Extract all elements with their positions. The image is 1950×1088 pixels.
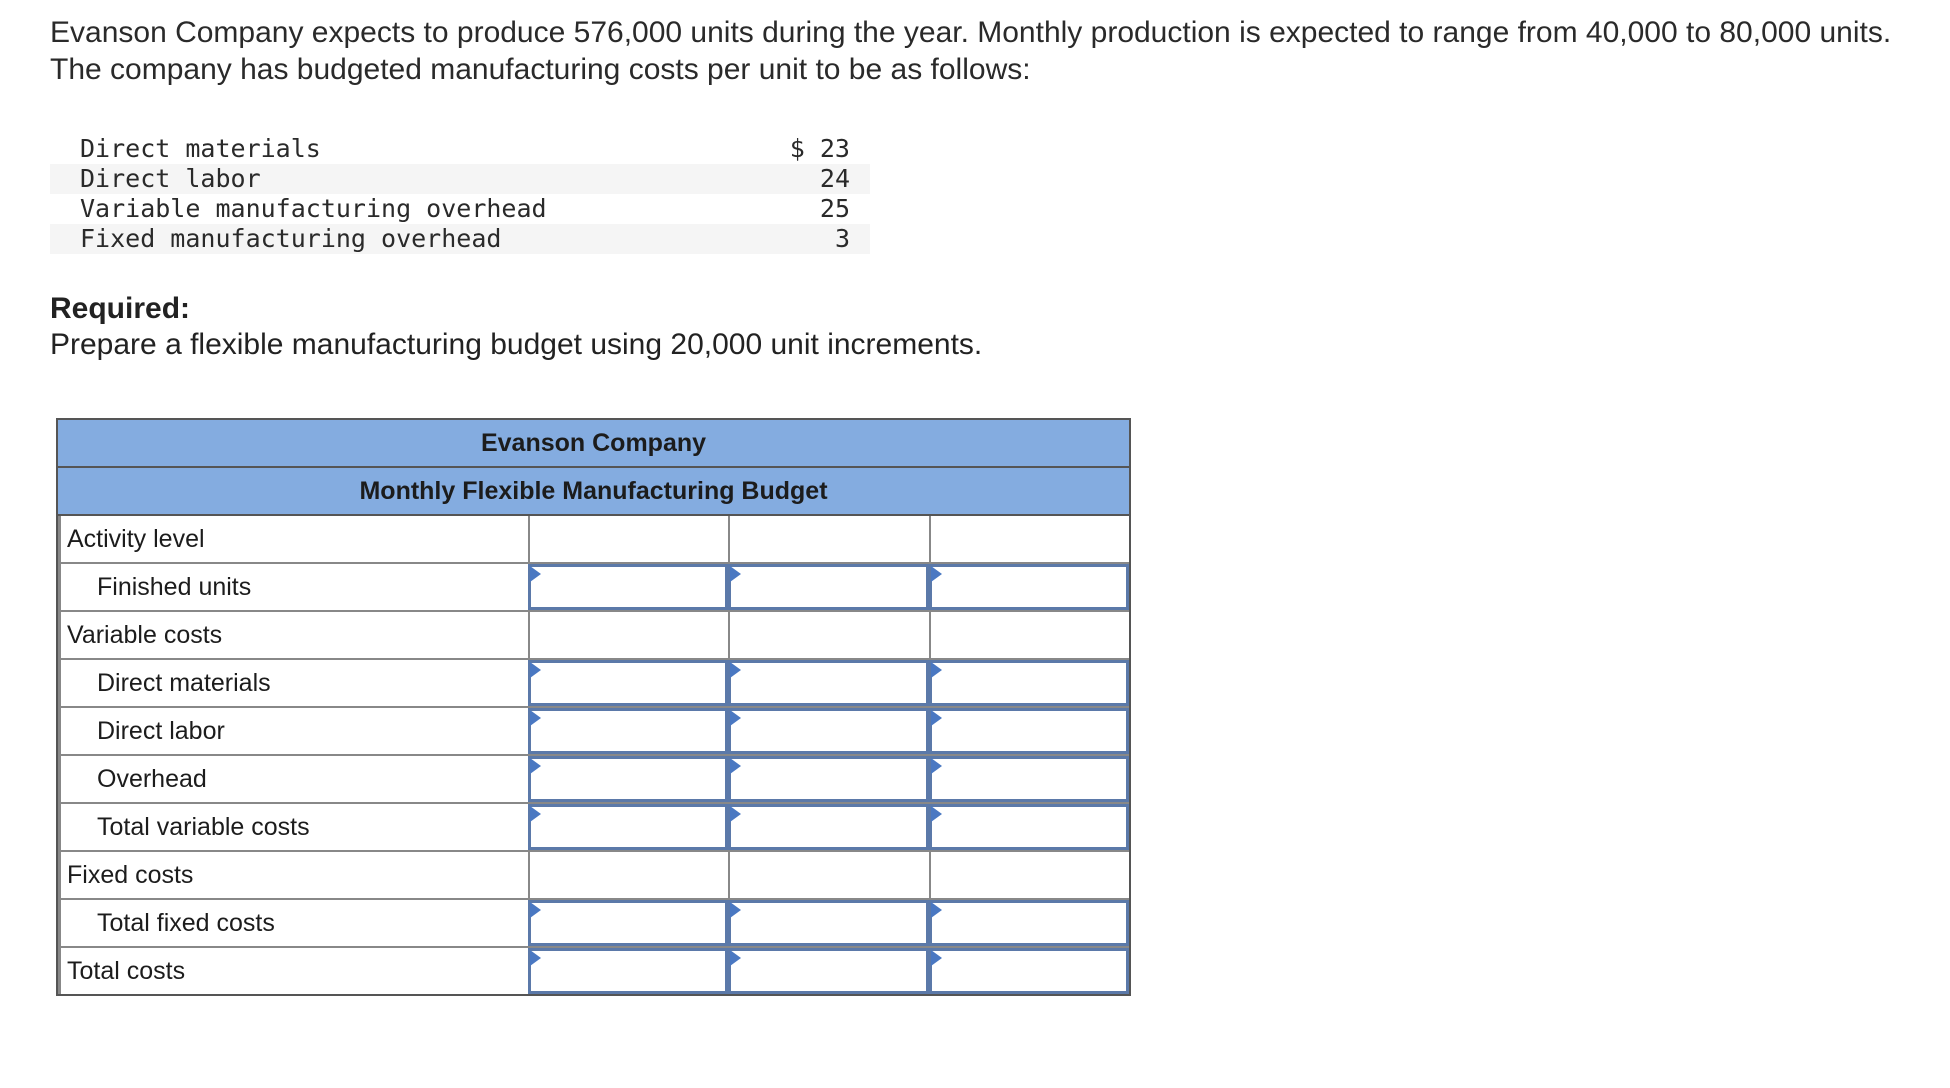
budget-input-cell[interactable] <box>728 756 928 802</box>
budget-row-label: Total costs <box>58 948 528 994</box>
cost-row <box>50 134 870 164</box>
budget-input-cell[interactable] <box>728 948 928 994</box>
cost-amount: 24 <box>756 164 870 194</box>
cost-row <box>50 224 870 254</box>
budget-empty-cell <box>528 612 728 658</box>
budget-row <box>58 852 1129 900</box>
required-text: Prepare a flexible manufacturing budget using 20,000 unit increments. <box>50 328 983 361</box>
budget-row <box>58 948 1129 994</box>
budget-row-label: Activity level <box>58 516 528 562</box>
problem-intro: Evanson Company expects to produce 576,000 units during the year. Monthly production is expected to range from 40,000 to 80,000 units. The company has budgeted manufacturing costs per unit to be as follows: <box>50 16 1892 86</box>
budget-rows <box>58 516 1129 994</box>
budget-input-cell[interactable] <box>528 948 728 994</box>
budget-input-cell[interactable] <box>929 900 1129 946</box>
budget-input-cell[interactable] <box>929 708 1129 754</box>
budget-row <box>58 612 1129 660</box>
budget-input-cell[interactable] <box>528 564 728 610</box>
budget-input-cell[interactable] <box>528 660 728 706</box>
cost-label: Direct labor <box>50 164 756 194</box>
budget-row-label: Variable costs <box>58 612 528 658</box>
budget-input-cell[interactable] <box>728 660 928 706</box>
unit-cost-table <box>50 134 870 254</box>
budget-row-label: Fixed costs <box>58 852 528 898</box>
budget-empty-cell <box>728 612 928 658</box>
budget-input-cell[interactable] <box>728 900 928 946</box>
budget-title-header: Monthly Flexible Manufacturing Budget <box>58 468 1129 516</box>
budget-row-label: Total variable costs <box>58 804 528 850</box>
flexible-budget-table <box>56 418 1131 996</box>
cost-label: Variable manufacturing overhead <box>80 194 547 223</box>
budget-row <box>58 900 1129 948</box>
cost-amount: 3 <box>756 224 870 254</box>
budget-input-cell[interactable] <box>929 948 1129 994</box>
budget-empty-cell <box>728 516 928 562</box>
budget-empty-cell <box>528 852 728 898</box>
budget-input-cell[interactable] <box>528 900 728 946</box>
budget-input-cell[interactable] <box>528 756 728 802</box>
cost-label: Fixed manufacturing overhead <box>50 224 756 254</box>
budget-input-cell[interactable] <box>929 564 1129 610</box>
budget-empty-cell <box>929 612 1129 658</box>
budget-input-cell[interactable] <box>929 660 1129 706</box>
budget-empty-cell <box>929 516 1129 562</box>
budget-empty-cell <box>728 852 928 898</box>
cost-amount: 25 <box>819 194 850 223</box>
budget-input-cell[interactable] <box>929 804 1129 850</box>
cost-row <box>50 194 870 224</box>
budget-row-label: Finished units <box>58 564 528 610</box>
cost-amount: $ 23 <box>789 134 850 163</box>
budget-row-label: Direct materials <box>58 660 528 706</box>
cost-label: Direct materials <box>80 134 321 163</box>
budget-input-cell[interactable] <box>528 708 728 754</box>
budget-empty-cell <box>929 852 1129 898</box>
budget-row <box>58 756 1129 804</box>
budget-row-label: Direct labor <box>58 708 528 754</box>
budget-row <box>58 564 1129 612</box>
budget-input-cell[interactable] <box>528 804 728 850</box>
budget-row <box>58 708 1129 756</box>
cost-row <box>50 164 870 194</box>
budget-row-label: Overhead <box>58 756 528 802</box>
budget-row <box>58 804 1129 852</box>
budget-row-label: Total fixed costs <box>58 900 528 946</box>
budget-input-cell[interactable] <box>728 708 928 754</box>
budget-row <box>58 516 1129 564</box>
budget-row <box>58 660 1129 708</box>
budget-input-cell[interactable] <box>728 564 928 610</box>
budget-empty-cell <box>528 516 728 562</box>
required-heading: Required: <box>50 292 191 325</box>
budget-company-header: Evanson Company <box>58 420 1129 468</box>
budget-input-cell[interactable] <box>728 804 928 850</box>
budget-input-cell[interactable] <box>929 756 1129 802</box>
